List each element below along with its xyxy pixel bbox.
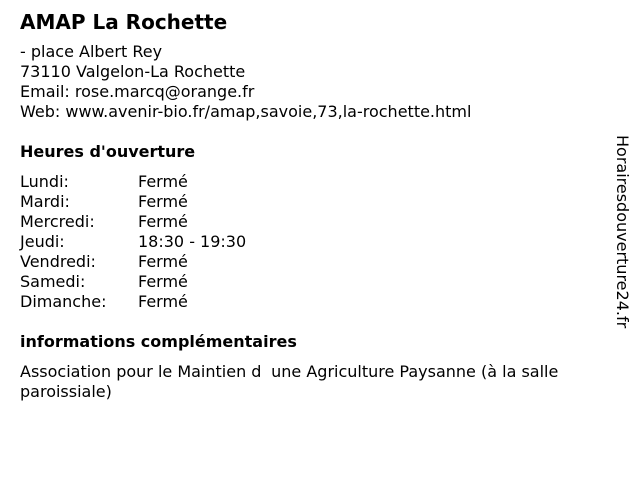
time-value: Fermé [138, 192, 188, 211]
hours-row-thursday [20, 232, 610, 252]
hours-row-sunday [20, 292, 610, 312]
time-value: Fermé [138, 172, 188, 191]
info-text: Association pour le Maintien dune Agriculture Paysanne (à la salle paroissiale) [20, 362, 559, 401]
hours-row-wednesday [20, 212, 610, 232]
hours-row-saturday [20, 272, 610, 292]
day-label: Jeudi: [20, 232, 65, 251]
day-label: Mercredi: [20, 212, 95, 231]
address-street: - place Albert Rey [20, 42, 163, 61]
address-city: 73110 Valgelon-La Rochette [20, 62, 246, 81]
hours-row-monday [20, 172, 610, 192]
time-value: Fermé [138, 252, 188, 271]
site-watermark: Horairesdouverture24.fr [613, 135, 632, 329]
day-label: Samedi: [20, 272, 86, 291]
listing-card [20, 10, 610, 402]
page-title: AMAP La Rochette [20, 10, 228, 34]
time-value: Fermé [138, 272, 188, 291]
time-value: Fermé [138, 212, 188, 231]
day-label: Dimanche: [20, 292, 107, 311]
hours-list [20, 172, 610, 312]
hours-row-friday [20, 252, 610, 272]
hours-row-tuesday [20, 192, 610, 212]
hours-heading: Heures d'ouverture [20, 142, 196, 161]
time-value: 18:30 - 19:30 [138, 232, 247, 251]
web-line: Web: www.avenir-bio.fr/amap,savoie,73,la-rochette.html [20, 102, 472, 121]
info-heading: informations complémentaires [20, 332, 297, 351]
day-label: Lundi: [20, 172, 69, 191]
day-label: Vendredi: [20, 252, 96, 271]
day-label: Mardi: [20, 192, 70, 211]
email-line: Email: rose.marcq@orange.fr [20, 82, 255, 101]
time-value: Fermé [138, 292, 188, 311]
